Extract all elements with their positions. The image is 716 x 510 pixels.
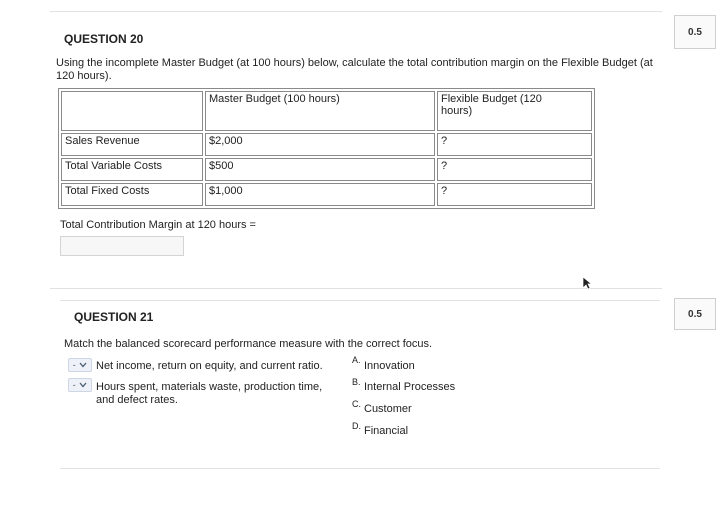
option-text-d: Financial <box>364 425 409 437</box>
option-text-c: Customer <box>364 403 412 415</box>
header-master-budget: Master Budget (100 hours) <box>205 91 435 131</box>
option-letter-a: A. <box>352 355 361 365</box>
q21-prompt: Match the balanced scorecard performance measure with the correct focus. <box>64 338 433 350</box>
option-text-b: Internal Processes <box>364 381 456 393</box>
match-select-1[interactable] <box>68 358 92 372</box>
option-letter-d: D. <box>352 421 361 431</box>
row-label: Total Fixed Costs <box>61 183 203 206</box>
header-label-cell <box>61 91 203 131</box>
option-letter-c: C. <box>352 399 361 409</box>
top-divider <box>50 11 662 12</box>
row-flexible-value: ? <box>437 183 592 206</box>
option-letter-b: B. <box>352 377 361 387</box>
q21-bottom-divider <box>60 468 660 469</box>
q20-prompt: Using the incomplete Master Budget (at 100 hours) below, calculate the total contribution margin on the Flexible Budget (at 120 hours). <box>56 57 653 82</box>
row-master-value: $2,000 <box>205 133 435 156</box>
match-select-value: - <box>72 380 76 390</box>
match-select-value: - <box>72 360 76 370</box>
match-select-2[interactable] <box>68 378 92 392</box>
table-row <box>61 133 592 156</box>
budget-table <box>58 88 595 209</box>
q20-points: 0.5 <box>688 26 702 38</box>
q21-points-box <box>674 298 716 330</box>
q21-title: QUESTION 21 <box>74 310 154 324</box>
row-flexible-value: ? <box>437 158 592 181</box>
row-label: Sales Revenue <box>61 133 203 156</box>
row-master-value: $500 <box>205 158 435 181</box>
q20-points-box <box>674 15 716 49</box>
q21-top-divider <box>60 300 660 301</box>
chevron-down-icon <box>79 382 87 388</box>
row-flexible-value: ? <box>437 133 592 156</box>
q20-title: QUESTION 20 <box>64 32 144 46</box>
q20-bottom-divider <box>50 288 662 289</box>
header-flexible-budget: Flexible Budget (120 hours) <box>437 91 592 131</box>
table-header-row <box>61 91 592 131</box>
match-item-text: Net income, return on equity, and current ratio. <box>96 360 323 372</box>
mouse-cursor-icon <box>582 276 592 290</box>
chevron-down-icon <box>79 362 87 368</box>
q21-points: 0.5 <box>688 308 702 320</box>
match-item-text: Hours spent, materials waste, production time, and defect rates. <box>96 381 323 406</box>
row-master-value: $1,000 <box>205 183 435 206</box>
table-row <box>61 183 592 206</box>
answer-input[interactable] <box>60 236 184 256</box>
row-label: Total Variable Costs <box>61 158 203 181</box>
answer-label: Total Contribution Margin at 120 hours = <box>60 219 256 231</box>
option-text-a: Innovation <box>364 360 415 372</box>
table-row <box>61 158 592 181</box>
